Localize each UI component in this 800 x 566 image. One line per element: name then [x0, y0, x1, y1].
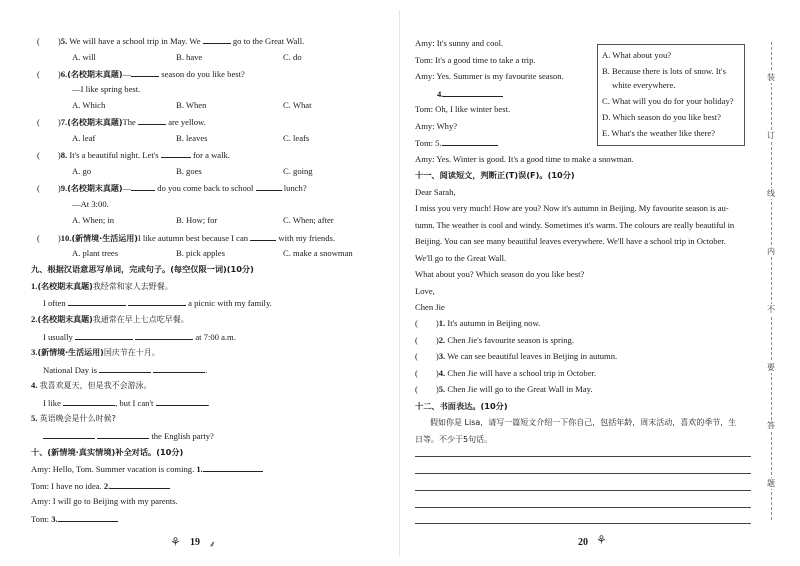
option-c: C. make a snowman — [283, 248, 353, 258]
source-tag: (名校期末真题) — [67, 118, 123, 127]
binding-char: 装 — [764, 72, 778, 83]
leaf-ornament-icon: ⚘ — [596, 533, 607, 547]
question-9: ( )9.(名校期末真题)— do you come back to school lunch? — [37, 183, 307, 193]
answer-blank[interactable] — [58, 513, 118, 522]
answer-blank[interactable] — [131, 182, 155, 191]
tf-item-4: ( )4. Chen Jie will have a school trip in October. — [415, 368, 597, 378]
writing-line[interactable] — [415, 456, 751, 457]
dialogue-blank-4: 4. — [437, 88, 503, 100]
answer-blank[interactable] — [256, 182, 282, 191]
dialogue-line: Tom: It's a good time to take a trip. — [415, 55, 536, 65]
question-6: ( )6.(名校期末真题)— season do you like best? — [37, 69, 245, 79]
answer-blank[interactable] — [443, 88, 503, 97]
option-b: B. Because there is lots of snow. It's — [602, 66, 726, 76]
answer-blank[interactable] — [250, 232, 276, 241]
option-b: B. goes — [176, 166, 202, 176]
option-b: B. have — [176, 52, 203, 62]
dialogue-blank-5: Tom: 5. — [415, 137, 498, 149]
letter-closing: Love, — [415, 286, 435, 296]
dialogue-line: Amy: Why? — [415, 121, 458, 131]
binding-char: 要 — [764, 362, 778, 373]
option-c: C. When; after — [283, 215, 334, 225]
answer-blank[interactable] — [43, 430, 95, 439]
answer-blank[interactable] — [131, 68, 159, 77]
answer-blank[interactable] — [99, 364, 151, 373]
answer-blank[interactable] — [161, 149, 191, 158]
sentence-4-english: I like , but I can't . — [43, 398, 210, 408]
sentence-1-prompt: 1.(名校期末真题)我经常和家人去野餐。 — [31, 281, 173, 291]
option-c: C. going — [283, 166, 313, 176]
tf-item-2: ( )2. Chen Jie's favourite season is spring. — [415, 335, 574, 345]
option-a: A. When; in — [72, 215, 115, 225]
section-9-title: 九、根据汉语意思写单词，完成句子。(每空仅限一词)(10分) — [31, 264, 254, 274]
question-8: ( )8. It's a beautiful night. Let's for a walk. — [37, 150, 230, 160]
option-b-continued: white everywhere. — [612, 80, 676, 90]
answer-blank[interactable] — [156, 397, 208, 406]
binding-char: 内 — [764, 246, 778, 257]
letter-paragraph: Beijing. You can see many beautiful leaves everywhere. We'll have a school trip in October. — [415, 236, 726, 246]
option-b: B. When — [176, 100, 207, 110]
tf-item-5: ( )5. Chen Jie will go to the Great Wall in May. — [415, 384, 593, 394]
sentence-4-prompt: 4. 我喜欢夏天，但是我不会游泳。 — [31, 380, 152, 390]
answer-blank[interactable] — [97, 430, 149, 439]
letter-paragraph: What about you? Which season do you like best? — [415, 269, 585, 279]
answer-blank[interactable] — [138, 116, 166, 125]
answer-blank[interactable] — [63, 397, 115, 406]
answer-blank[interactable] — [442, 137, 498, 146]
option-b: B. leaves — [176, 133, 208, 143]
dialogue-line: Amy: I will go to Beijing with my parents. — [31, 496, 178, 506]
source-tag: (名校期末真题) — [67, 70, 123, 79]
option-c: C. What — [283, 100, 312, 110]
page-number: 20 — [578, 537, 588, 548]
letter-paragraph: We'll go to the Great Wall. — [415, 253, 507, 263]
leaf-ornament-icon: ⚘ — [170, 535, 181, 549]
sentence-5-prompt: 5. 英语晚会是什么时候? — [31, 413, 116, 423]
section-10-title: 十、(新情境·真实情境)补全对话。(10分) — [31, 447, 184, 457]
letter-paragraph: tumn. The weather is cool and windy. Sometimes it's warm. The colours are really beautiful in — [415, 220, 735, 230]
binding-char: 答 — [764, 420, 778, 431]
option-a: A. plant trees — [72, 248, 119, 258]
option-c: C. leafs — [283, 133, 310, 143]
letter-signature: Chen Jie — [415, 302, 445, 312]
binding-char: 题 — [764, 478, 778, 489]
option-a: A. go — [72, 166, 92, 176]
dialogue-line: Amy: Yes. Winter is good. It's a good time to make a snowman. — [415, 154, 634, 164]
option-b: B. How; for — [176, 215, 218, 225]
sentence-1-english: I often a picnic with my family. — [43, 298, 272, 308]
dialogue-line: Amy: It's sunny and cool. — [415, 38, 504, 48]
binding-char: 订 — [764, 130, 778, 141]
option-e: E. What's the weather like there? — [602, 128, 716, 138]
answer-blank[interactable] — [203, 463, 263, 472]
sentence-5-english: the English party? — [43, 430, 214, 442]
option-d: D. Which season do you like best? — [602, 112, 721, 122]
source-tag: (名校期末真题) — [67, 184, 123, 193]
writing-line[interactable] — [415, 490, 751, 491]
tf-item-1: ( )1. It's autumn in Beijing now. — [415, 318, 541, 328]
reply: —I like spring best. — [72, 84, 141, 94]
sprout-icon: ⸙ — [209, 539, 216, 549]
dialogue-line: Tom: I have no idea. 2. — [31, 480, 170, 492]
binding-dashed-line — [771, 42, 772, 520]
reply: —At 3:00. — [72, 199, 109, 209]
binding-char: 线 — [764, 188, 778, 199]
dialogue-line: Tom: 3. — [31, 513, 118, 525]
answer-blank[interactable] — [135, 331, 193, 340]
writing-line[interactable] — [415, 473, 751, 474]
option-b: B. pick apples — [176, 248, 225, 258]
answer-blank[interactable] — [153, 364, 205, 373]
source-tag: (新情境·生活运用) — [71, 234, 138, 243]
page-number: 19 — [190, 537, 200, 548]
sentence-3-prompt: 3.(新情境·生活运用)国庆节在十月。 — [31, 347, 160, 357]
writing-line[interactable] — [415, 523, 751, 524]
answer-blank[interactable] — [110, 480, 170, 489]
dialogue-line: Tom: Oh, I like winter best. — [415, 104, 511, 114]
sentence-2-prompt: 2.(名校期末真题)我通常在早上七点吃早餐。 — [31, 314, 189, 324]
letter-greeting: Dear Sarah, — [415, 187, 456, 197]
answer-blank[interactable] — [75, 331, 133, 340]
option-c: C. do — [283, 52, 302, 62]
section-12-title: 十二、书面表达。(10分) — [415, 401, 508, 411]
writing-prompt: 假如你是 Lisa，请写一篇短文介绍一下你自己，包括年龄，周末活动，喜欢的季节，生 — [430, 418, 737, 427]
option-a: A. What about you? — [602, 50, 672, 60]
answer-blank[interactable] — [128, 297, 186, 306]
answer-blank[interactable] — [68, 297, 126, 306]
option-a: A. leaf — [72, 133, 96, 143]
binding-char: 不 — [764, 304, 778, 315]
letter-paragraph: I miss you very much! How are you? Now it's autumn in Beijing. My favourite season is au- — [415, 203, 729, 213]
writing-prompt-continued: 日等。不少于5句话。 — [415, 435, 493, 444]
option-a: A. will — [72, 52, 96, 62]
option-c: C. What will you do for your holiday? — [602, 96, 734, 106]
answer-blank[interactable] — [203, 35, 231, 44]
writing-line[interactable] — [415, 507, 751, 508]
section-11-title: 十一、阅读短文，判断正(T)误(F)。(10分) — [415, 170, 575, 180]
dialogue-line: Amy: Hello, Tom. Summer vacation is coming. 1. — [31, 463, 263, 475]
question-10: ( )10.(新情境·生活运用)I like autumn best because I can with my friends. — [37, 233, 335, 243]
option-a: A. Which — [72, 100, 106, 110]
sentence-3-english: National Day is . — [43, 365, 208, 375]
question-5: ( )5. We will have a school trip in May. We go to the Great Wall. — [37, 36, 305, 46]
tf-item-3: ( )3. We can see beautiful leaves in Beijing in autumn. — [415, 351, 618, 361]
sentence-2-english: I usually at 7:00 a.m. — [43, 332, 236, 342]
question-7: ( )7.(名校期末真题)The are yellow. — [37, 117, 206, 127]
dialogue-line: Amy: Yes. Summer is my favourite season. — [415, 71, 564, 81]
